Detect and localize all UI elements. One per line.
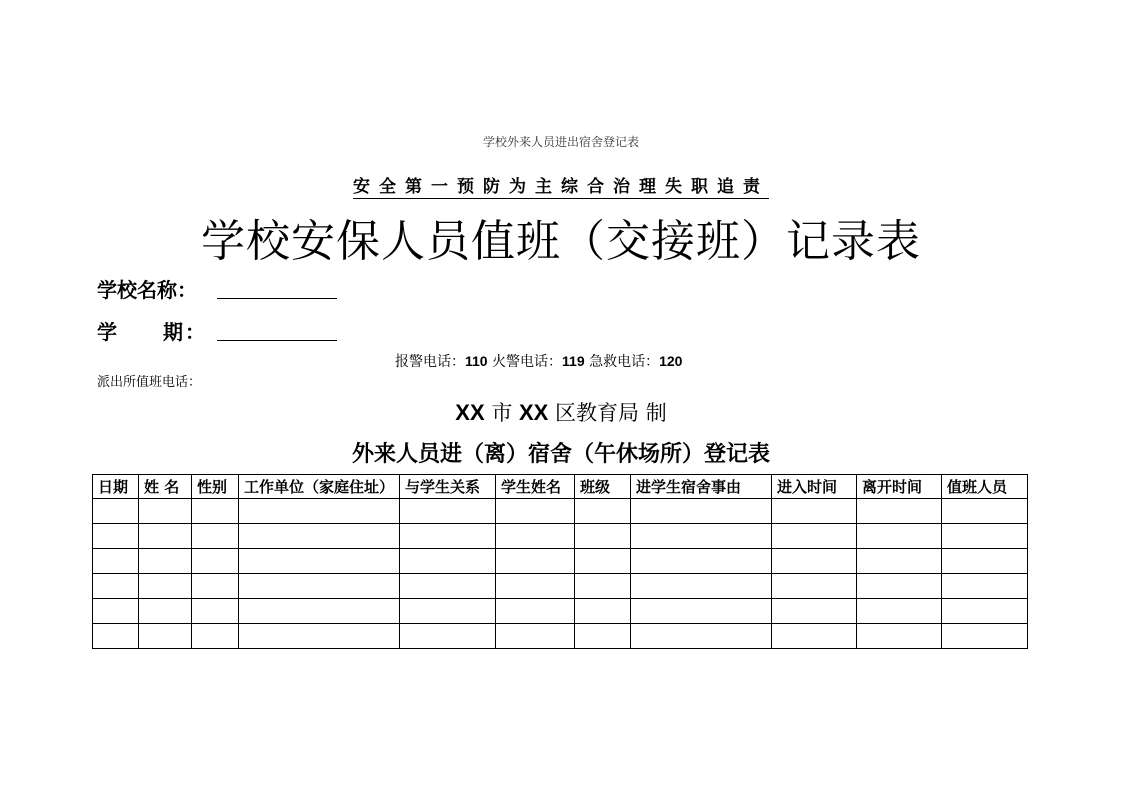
table-cell[interactable] [496,499,575,524]
table-cell[interactable] [857,499,942,524]
table-cell[interactable] [857,624,942,649]
table-cell[interactable] [857,549,942,574]
table-cell[interactable] [239,499,400,524]
table-row [93,499,1028,524]
header-duty-staff: 值班人员 [942,475,1028,499]
table-row [93,574,1028,599]
table-cell[interactable] [239,624,400,649]
header-gender: 性别 [192,475,239,499]
table-row [93,549,1028,574]
table-cell[interactable] [400,524,496,549]
police-phone-number: 110 [465,353,488,369]
table-cell[interactable] [772,574,857,599]
table-cell[interactable] [942,624,1028,649]
table-cell[interactable] [400,574,496,599]
table-cell[interactable] [93,499,139,524]
table-cell[interactable] [400,599,496,624]
issuing-bureau [0,397,1122,427]
table-cell[interactable] [93,624,139,649]
table-cell[interactable] [942,524,1028,549]
safety-slogan-text: 安全第一预防为主综合治理失职追责 [353,177,769,197]
table-cell[interactable] [772,624,857,649]
table-cell[interactable] [400,549,496,574]
table-cell[interactable] [857,574,942,599]
school-name-label: 学校名称： [97,278,197,302]
table-cell[interactable] [400,499,496,524]
table-cell[interactable] [192,599,239,624]
visitor-register-table [92,474,1028,649]
table-cell[interactable] [192,524,239,549]
table-cell[interactable] [496,599,575,624]
table-cell[interactable] [942,549,1028,574]
police-station-phone-label: 派出所值班电话： [97,375,202,390]
table-cell[interactable] [575,624,631,649]
table-cell[interactable] [93,524,139,549]
header-workplace: 工作单位（家庭住址） [239,475,400,499]
table-cell[interactable] [93,574,139,599]
semester-row [97,316,207,345]
register-table-title: 外来人员进（离）宿舍（午休场所）登记表 [351,442,770,467]
table-cell[interactable] [772,499,857,524]
emergency-numbers [395,351,682,371]
table-cell[interactable] [496,549,575,574]
table-cell[interactable] [192,549,239,574]
ambulance-phone-label: 急救电话： [589,354,660,370]
fire-phone-label: 火警电话： [492,354,563,370]
table-cell[interactable] [139,624,192,649]
table-cell[interactable] [631,499,772,524]
header-relation: 与学生关系 [400,475,496,499]
header-entry-time: 进入时间 [772,475,857,499]
table-cell[interactable] [631,549,772,574]
table-cell[interactable] [192,574,239,599]
header-reason: 进学生宿舍事由 [631,475,772,499]
table-cell[interactable] [139,549,192,574]
header-class: 班级 [575,475,631,499]
table-cell[interactable] [139,524,192,549]
safety-slogan [0,172,1122,197]
table-cell[interactable] [772,524,857,549]
table-cell[interactable] [772,599,857,624]
table-body [93,499,1028,649]
table-row [93,524,1028,549]
table-cell[interactable] [139,574,192,599]
header-date: 日期 [93,475,139,499]
header-student-name: 学生姓名 [496,475,575,499]
table-cell[interactable] [93,599,139,624]
table-cell[interactable] [192,499,239,524]
table-cell[interactable] [139,599,192,624]
table-cell[interactable] [631,574,772,599]
table-row [93,599,1028,624]
bureau-city-code: XX [455,400,485,425]
table-cell[interactable] [192,624,239,649]
table-cell[interactable] [575,524,631,549]
table-header-row [93,475,1028,499]
document-title: 学校外来人员进出宿舍登记表 [482,135,639,149]
table-row [93,624,1028,649]
table-cell[interactable] [575,499,631,524]
table-cell[interactable] [631,599,772,624]
table-cell[interactable] [857,599,942,624]
school-name-row [97,274,197,303]
table-cell[interactable] [239,599,400,624]
ambulance-phone-number: 120 [659,353,683,369]
table-cell[interactable] [575,549,631,574]
bureau-district-word: 区教育局 制 [555,401,667,425]
table-cell[interactable] [942,499,1028,524]
police-phone-label: 报警电话： [395,354,465,370]
main-title: 学校安保人员值班（交接班）记录表 [201,216,921,267]
bureau-city-word: 市 [491,401,513,425]
table-cell[interactable] [942,599,1028,624]
header-name: 姓 名 [139,475,192,499]
table-cell[interactable] [93,549,139,574]
table-cell[interactable] [239,524,400,549]
table-cell[interactable] [400,624,496,649]
table-cell[interactable] [575,574,631,599]
fire-phone-number: 119 [562,353,585,369]
table-cell[interactable] [942,574,1028,599]
table-cell[interactable] [575,599,631,624]
table-cell[interactable] [631,624,772,649]
table-cell[interactable] [496,524,575,549]
table-cell[interactable] [857,524,942,549]
header-exit-time: 离开时间 [857,475,942,499]
semester-label: 学 期： [97,320,207,344]
table-cell[interactable] [239,549,400,574]
table-cell[interactable] [239,574,400,599]
table-cell[interactable] [496,624,575,649]
table-cell[interactable] [772,549,857,574]
table-cell[interactable] [139,499,192,524]
table-cell[interactable] [631,524,772,549]
school-name-field[interactable] [217,280,337,299]
semester-field[interactable] [217,322,337,341]
table-cell[interactable] [496,574,575,599]
bureau-district-code: XX [519,400,549,425]
